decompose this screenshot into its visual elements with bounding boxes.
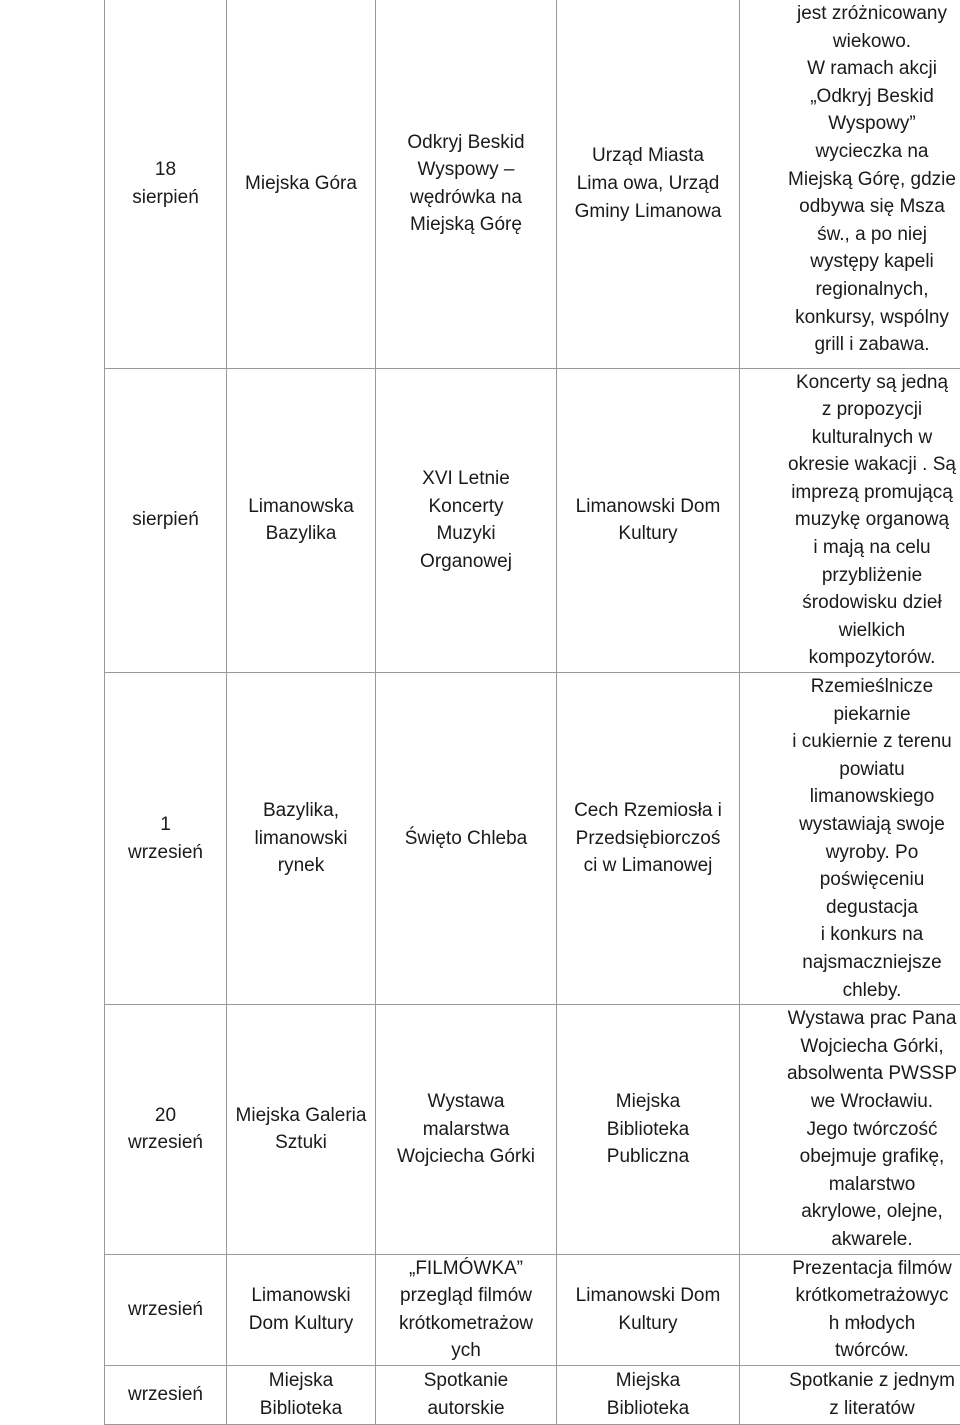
description-cell (740, 673, 960, 1005)
text-line: Rzemieślnicze (744, 673, 960, 701)
text-line: wrzesień (109, 1381, 222, 1409)
date-cell (105, 673, 227, 1005)
text-line: Wyspowy” (744, 110, 960, 138)
event-cell (376, 368, 557, 673)
place-cell (227, 368, 376, 673)
text-line: występy kapeli (744, 248, 960, 276)
text-line: najsmaczniejsze (744, 949, 960, 977)
date-cell (105, 0, 227, 368)
text-line: sierpień (109, 184, 222, 212)
text-line: chleby. (744, 977, 960, 1005)
text-line: malarstwo (744, 1171, 960, 1199)
text-line: ych (380, 1337, 552, 1365)
text-line: Sztuki (231, 1129, 371, 1157)
text-line: św., a po niej (744, 221, 960, 249)
text-line: Publiczna (561, 1143, 735, 1171)
text-line: i konkurs na (744, 921, 960, 949)
text-line: Cech Rzemiosła i (561, 797, 735, 825)
organizer-cell (557, 368, 740, 673)
text-line: 18 (109, 156, 222, 184)
place-cell (227, 1254, 376, 1365)
text-line: „FILMÓWKA” (380, 1255, 552, 1283)
text-line: wycieczka na (744, 138, 960, 166)
text-line: z propozycji (744, 396, 960, 424)
text-line: regionalnych, (744, 276, 960, 304)
organizer-cell (557, 1005, 740, 1254)
event-cell (376, 0, 557, 368)
text-line: h młodych (744, 1310, 960, 1338)
text-line: Biblioteka (561, 1116, 735, 1144)
text-line: Święto Chleba (380, 825, 552, 853)
text-line: przegląd filmów (380, 1282, 552, 1310)
text-line: krótkometrażowyc (744, 1282, 960, 1310)
text-line: powiatu (744, 756, 960, 784)
text-line: rynek (231, 852, 371, 880)
text-line: Dom Kultury (231, 1310, 371, 1338)
text-line: imprezą promującą (744, 479, 960, 507)
text-line: XVI Letnie (380, 465, 552, 493)
text-line: Wyspowy – (380, 156, 552, 184)
text-line: środowisku dzieł (744, 589, 960, 617)
text-line: okresie wakacji . Są (744, 451, 960, 479)
text-line: Miejską Górę, gdzie (744, 166, 960, 194)
text-line: kulturalnych w (744, 424, 960, 452)
text-line: Przedsiębiorczoś (561, 825, 735, 853)
text-line: Urząd Miasta (561, 142, 735, 170)
text-line: odbywa się Msza (744, 193, 960, 221)
description-cell (740, 1005, 960, 1254)
text-line: Wystawa prac Pana (744, 1005, 960, 1033)
text-line: Kultury (561, 1310, 735, 1338)
text-line: twórców. (744, 1337, 960, 1365)
organizer-cell (557, 0, 740, 368)
text-line: akrylowe, olejne, (744, 1198, 960, 1226)
description-cell (740, 1254, 960, 1365)
text-line: Prezentacja filmów (744, 1255, 960, 1283)
text-line: obejmuje grafikę, (744, 1143, 960, 1171)
text-line: Limanowski Dom (561, 493, 735, 521)
text-line: i cukiernie z terenu (744, 728, 960, 756)
left-margin-column (0, 0, 105, 1416)
text-line: autorskie (380, 1395, 552, 1423)
text-line: we Wrocławiu. (744, 1088, 960, 1116)
text-line: Miejska (231, 1367, 371, 1395)
text-line: wrzesień (109, 1129, 222, 1157)
text-line: ci w Limanowej (561, 852, 735, 880)
date-cell (105, 368, 227, 673)
event-cell (376, 1254, 557, 1365)
text-line: jest zróżnicowany (744, 0, 960, 28)
text-line: Organowej (380, 548, 552, 576)
text-line: limanowski (231, 825, 371, 853)
place-cell (227, 673, 376, 1005)
text-line: Miejską Górę (380, 211, 552, 239)
text-line: Limanowska (231, 493, 371, 521)
text-line: 1 (109, 811, 222, 839)
text-line: Miejska (561, 1367, 735, 1395)
text-line: Biblioteka (231, 1395, 371, 1423)
text-line: Lima owa, Urząd (561, 170, 735, 198)
date-cell (105, 1005, 227, 1254)
table-row (105, 0, 960, 368)
text-line: kompozytorów. (744, 644, 960, 672)
text-line: Miejska (561, 1088, 735, 1116)
text-line: wrzesień (109, 839, 222, 867)
text-line: sierpień (109, 506, 222, 534)
text-line: krótkometrażow (380, 1310, 552, 1338)
text-line: Biblioteka (561, 1395, 735, 1423)
text-line: malarstwa (380, 1116, 552, 1144)
table-row (105, 1005, 960, 1254)
text-line: wyroby. Po (744, 839, 960, 867)
text-line: Miejska Galeria (231, 1102, 371, 1130)
text-line: i mają na celu (744, 534, 960, 562)
text-line: Koncerty są jedną (744, 369, 960, 397)
text-line: konkursy, wspólny (744, 304, 960, 332)
text-line: akwarele. (744, 1226, 960, 1254)
text-line: W ramach akcji (744, 55, 960, 83)
text-line: wędrówka na (380, 184, 552, 212)
text-line: grill i zabawa. (744, 331, 960, 359)
text-line: przybliżenie (744, 562, 960, 590)
organizer-cell (557, 673, 740, 1005)
description-cell (740, 368, 960, 673)
event-cell (376, 1005, 557, 1254)
text-line: 20 (109, 1102, 222, 1130)
text-line: piekarnie (744, 701, 960, 729)
table-row (105, 368, 960, 673)
text-line: wielkich (744, 617, 960, 645)
text-line: Spotkanie z jednym (744, 1367, 960, 1395)
text-line: wiekowo. (744, 28, 960, 56)
text-line: „Odkryj Beskid (744, 83, 960, 111)
event-cell (376, 673, 557, 1005)
text-line: Wojciecha Górki, (744, 1033, 960, 1061)
text-line: Spotkanie (380, 1367, 552, 1395)
date-cell (105, 1254, 227, 1365)
organizer-cell (557, 1254, 740, 1365)
text-line: Wojciecha Górki (380, 1143, 552, 1171)
text-line: Bazylika, (231, 797, 371, 825)
event-schedule-table (104, 0, 960, 1425)
text-line: poświęceniu (744, 866, 960, 894)
text-line: z literatów (744, 1395, 960, 1423)
text-line: Koncerty (380, 493, 552, 521)
text-line: muzykę organową (744, 506, 960, 534)
text-line: Jego twórczość (744, 1116, 960, 1144)
description-cell (740, 0, 960, 368)
text-line: Gminy Limanowa (561, 198, 735, 226)
table-row (105, 673, 960, 1005)
text-line: Kultury (561, 520, 735, 548)
place-cell (227, 1005, 376, 1254)
text-line: Wystawa (380, 1088, 552, 1116)
text-line: limanowskiego (744, 783, 960, 811)
text-line: wystawiają swoje (744, 811, 960, 839)
text-line: Odkryj Beskid (380, 129, 552, 157)
text-line: Limanowski (231, 1282, 371, 1310)
text-line: Miejska Góra (231, 170, 371, 198)
text-line: Muzyki (380, 520, 552, 548)
text-line: Bazylika (231, 520, 371, 548)
table-row (105, 1254, 960, 1365)
text-line: Limanowski Dom (561, 1282, 735, 1310)
place-cell (227, 0, 376, 368)
text-line: absolwenta PWSSP (744, 1060, 960, 1088)
text-line: wrzesień (109, 1296, 222, 1324)
text-line: degustacja (744, 894, 960, 922)
